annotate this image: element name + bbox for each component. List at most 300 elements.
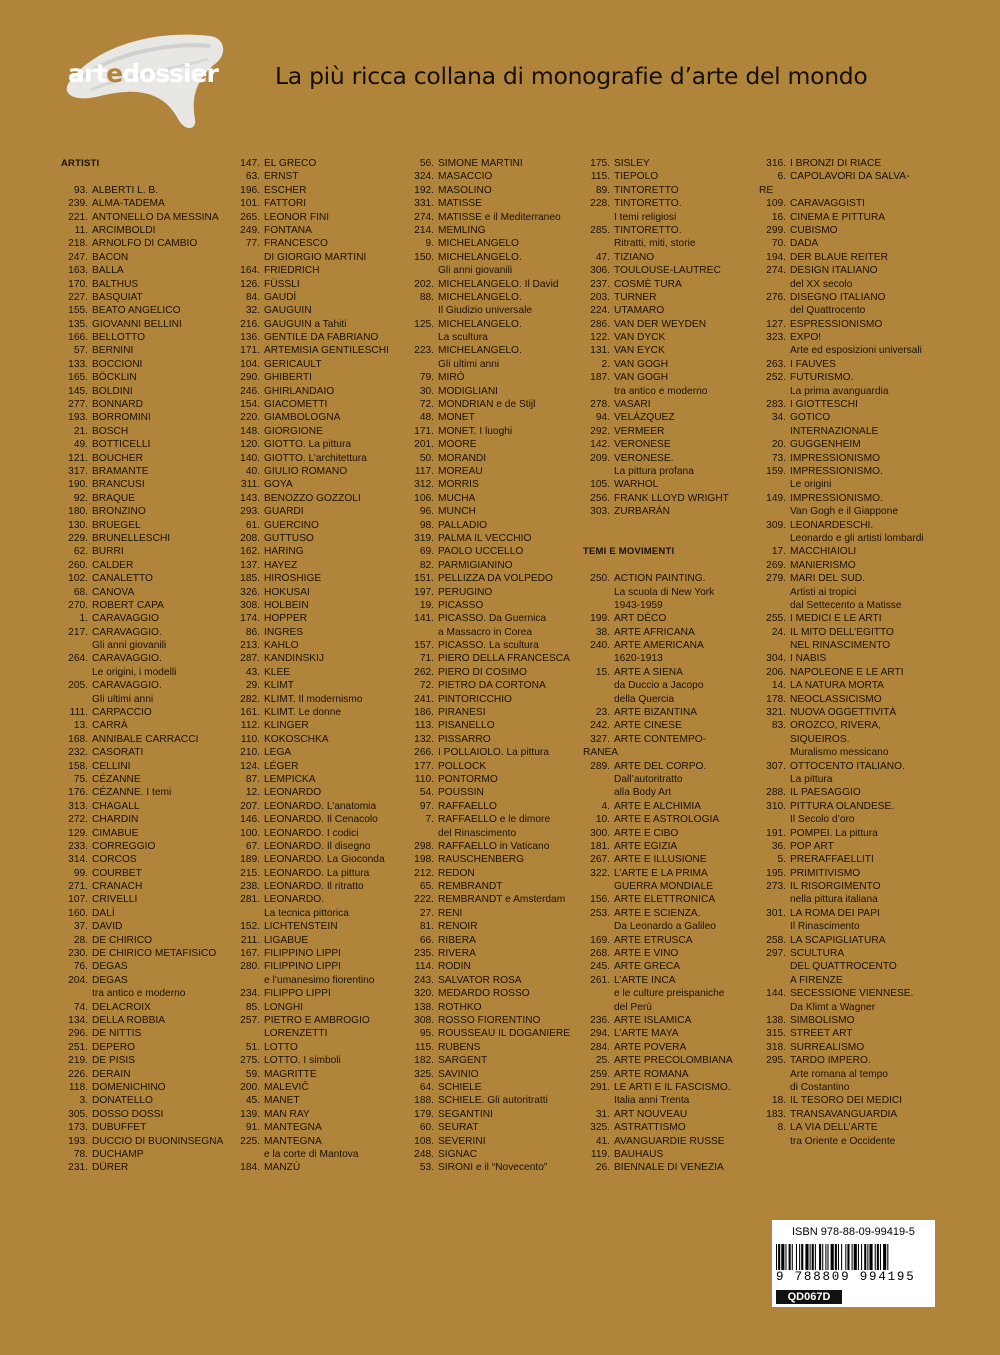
list-item bbox=[61, 331, 231, 344]
list-item bbox=[759, 827, 929, 840]
list-item bbox=[61, 278, 231, 291]
list-item bbox=[61, 371, 231, 384]
item-number: 19. bbox=[419, 599, 434, 611]
item-subtitle-text: La pittura bbox=[790, 773, 833, 785]
list-item bbox=[759, 947, 929, 960]
item-title: RAUSCHENBERG bbox=[438, 854, 525, 866]
spacer bbox=[61, 170, 231, 183]
item-number: 264. bbox=[68, 653, 88, 665]
item-number: 303. bbox=[590, 506, 610, 518]
list-item bbox=[61, 532, 231, 545]
item-number: 139. bbox=[240, 1108, 260, 1120]
item-number: 72. bbox=[419, 680, 434, 692]
item-continuation bbox=[759, 733, 929, 746]
item-title: WARHOL bbox=[614, 479, 659, 491]
barcode-bar bbox=[827, 1244, 828, 1272]
item-subtitle bbox=[583, 987, 753, 1000]
item-title: SEURAT bbox=[438, 1122, 479, 1134]
list-item bbox=[233, 331, 403, 344]
list-item bbox=[759, 264, 929, 277]
section-heading bbox=[583, 545, 753, 558]
list-item bbox=[759, 452, 929, 465]
item-number: 310. bbox=[766, 800, 786, 812]
item-number: 324. bbox=[414, 171, 434, 183]
list-item bbox=[61, 893, 231, 906]
list-item bbox=[759, 224, 929, 237]
item-number: 114. bbox=[414, 961, 434, 973]
list-item bbox=[233, 170, 403, 183]
item-title: DISEGNO ITALIANO bbox=[790, 291, 886, 303]
item-number: 54. bbox=[419, 787, 434, 799]
item-number: 99. bbox=[73, 867, 88, 879]
list-item bbox=[583, 224, 753, 237]
item-title: FILIPPINO LIPPI bbox=[264, 948, 341, 960]
item-title: FATTORI bbox=[264, 198, 307, 210]
item-number: 150. bbox=[414, 251, 434, 263]
item-title: PRIMITIVISMO bbox=[790, 867, 861, 879]
item-number: 162. bbox=[240, 546, 260, 558]
list-item bbox=[233, 639, 403, 652]
list-item bbox=[233, 652, 403, 665]
item-number: 81. bbox=[419, 921, 434, 933]
item-continuation-text: del Quattrocento bbox=[790, 305, 866, 317]
item-number: 229. bbox=[68, 532, 88, 544]
list-item bbox=[583, 1027, 753, 1040]
item-number: 50. bbox=[419, 452, 434, 464]
item-number: 209. bbox=[590, 452, 610, 464]
item-number: 12. bbox=[245, 787, 260, 799]
item-number: 112. bbox=[240, 720, 260, 732]
item-title: LEONARDO. Il Cenacolo bbox=[264, 814, 378, 826]
item-number: 115. bbox=[590, 171, 610, 183]
list-item bbox=[233, 586, 403, 599]
item-number: 45. bbox=[245, 1095, 260, 1107]
item-title: ARTE E SCIENZA. bbox=[614, 907, 701, 919]
item-title: POLLOCK bbox=[438, 760, 487, 772]
list-item bbox=[233, 893, 403, 906]
item-title: POMPEI. La pittura bbox=[790, 827, 878, 839]
list-item bbox=[407, 693, 577, 706]
spacer bbox=[583, 532, 753, 545]
item-title: FONTANA bbox=[264, 224, 312, 236]
list-item bbox=[583, 411, 753, 424]
list-item bbox=[583, 706, 753, 719]
item-number: 210. bbox=[240, 747, 260, 759]
item-number: 284. bbox=[590, 1041, 610, 1053]
item-title: ARTE AFRICANA bbox=[614, 626, 695, 638]
item-continuation-text: INTERNAZIONALE bbox=[790, 425, 879, 437]
item-title: PIERO DELLA FRANCESCA bbox=[438, 653, 570, 665]
list-item bbox=[61, 920, 231, 933]
list-item bbox=[233, 786, 403, 799]
item-title: FRANK LLOYD WRIGHT bbox=[614, 492, 729, 504]
list-item bbox=[233, 1014, 403, 1027]
list-item bbox=[583, 760, 753, 773]
list-item bbox=[61, 599, 231, 612]
item-number: 208. bbox=[240, 532, 260, 544]
list-item bbox=[583, 425, 753, 438]
item-number: 31. bbox=[595, 1108, 610, 1120]
item-number: 101. bbox=[240, 198, 260, 210]
item-number: 213. bbox=[240, 640, 260, 652]
item-number: 131. bbox=[590, 345, 610, 357]
item-title: BURRI bbox=[92, 546, 124, 558]
item-title: BIENNALE DI VENEZIA bbox=[614, 1162, 724, 1174]
item-title: CHAGALL bbox=[92, 800, 140, 812]
item-title: LONGHI bbox=[264, 1001, 304, 1013]
item-number: 73. bbox=[771, 452, 786, 464]
item-title: ARTE CONTEMPO- bbox=[614, 733, 707, 745]
item-number: 67. bbox=[245, 840, 260, 852]
item-continuation bbox=[759, 184, 929, 197]
list-item bbox=[61, 559, 231, 572]
item-number: 312. bbox=[414, 479, 434, 491]
list-item bbox=[233, 867, 403, 880]
item-number: 64. bbox=[419, 1081, 434, 1093]
item-title: DÜRER bbox=[92, 1162, 129, 1174]
list-item bbox=[233, 1161, 403, 1174]
item-title: ANNIBALE CARRACCI bbox=[92, 733, 199, 745]
item-number: 108. bbox=[414, 1135, 434, 1147]
list-item bbox=[61, 907, 231, 920]
item-subtitle-text: Arte ed esposizioni universali bbox=[790, 345, 922, 357]
item-number: 230. bbox=[68, 948, 88, 960]
item-title: CELLINI bbox=[92, 760, 131, 772]
item-subtitle-text: tra antico e moderno bbox=[614, 385, 708, 397]
item-number: 236. bbox=[590, 1015, 610, 1026]
item-title: FUTURISMO. bbox=[790, 372, 854, 384]
list-item bbox=[407, 960, 577, 973]
item-number: 164. bbox=[240, 265, 260, 277]
item-number: 109. bbox=[766, 198, 786, 210]
item-number: 228. bbox=[590, 198, 610, 210]
item-number: 82. bbox=[419, 559, 434, 571]
item-title: MAN RAY bbox=[264, 1108, 310, 1120]
barcode-bar bbox=[781, 1244, 784, 1272]
item-title: RIBERA bbox=[438, 934, 476, 946]
barcode-bar bbox=[867, 1244, 868, 1272]
item-title: ROSSO FIORENTINO bbox=[438, 1015, 541, 1026]
item-number: 293. bbox=[240, 506, 260, 518]
list-item bbox=[233, 719, 403, 732]
item-title: MEDARDO ROSSO bbox=[438, 988, 530, 1000]
item-subtitle bbox=[583, 599, 753, 612]
list-item bbox=[233, 318, 403, 331]
item-title: STREET ART bbox=[790, 1028, 853, 1040]
item-title: BOLDINI bbox=[92, 385, 133, 397]
list-item bbox=[233, 920, 403, 933]
list-item bbox=[583, 505, 753, 518]
item-title: ARNOLFO DI CAMBIO bbox=[92, 238, 198, 250]
item-number: 309. bbox=[766, 519, 786, 531]
list-item bbox=[583, 800, 753, 813]
item-title: PAOLO UCCELLO bbox=[438, 546, 524, 558]
item-title: DEGAS bbox=[92, 961, 128, 973]
item-title: MICHELANGELO. bbox=[438, 318, 522, 330]
item-title: TOULOUSE-LAUTREC bbox=[614, 265, 721, 277]
item-continuation-text: RANEA bbox=[583, 747, 619, 759]
item-title: BAUHAUS bbox=[614, 1148, 664, 1160]
list-item bbox=[233, 1135, 403, 1148]
item-number: 148. bbox=[240, 425, 260, 437]
item-title: DE PISIS bbox=[92, 1055, 136, 1067]
item-title: LA NATURA MORTA bbox=[790, 680, 884, 692]
list-item bbox=[583, 867, 753, 880]
list-item bbox=[233, 679, 403, 692]
list-item bbox=[407, 1135, 577, 1148]
item-title: BENOZZO GOZZOLI bbox=[264, 492, 361, 504]
item-subtitle-text: La prima avanguardia bbox=[790, 385, 889, 397]
item-title: BALTHUS bbox=[92, 278, 139, 290]
item-number: 96. bbox=[419, 506, 434, 518]
item-title: CORREGGIO bbox=[92, 840, 156, 852]
item-number: 173. bbox=[68, 1122, 88, 1134]
item-number: 160. bbox=[68, 907, 88, 919]
item-number: 18. bbox=[771, 1095, 786, 1107]
list-item bbox=[583, 197, 753, 210]
item-subtitle bbox=[233, 974, 403, 987]
item-subtitle bbox=[759, 385, 929, 398]
list-item bbox=[407, 278, 577, 291]
item-number: 225. bbox=[240, 1135, 260, 1147]
list-item bbox=[61, 478, 231, 491]
item-number: 177. bbox=[414, 760, 434, 772]
list-item bbox=[583, 1148, 753, 1161]
item-subtitle-text: 1943-1959 bbox=[614, 599, 663, 611]
item-title: OROZCO, RIVERA, bbox=[790, 720, 882, 732]
item-title: MALEVIČ bbox=[264, 1081, 309, 1093]
item-subtitle-text: del Perù bbox=[614, 1001, 652, 1013]
item-number: 174. bbox=[240, 613, 260, 625]
item-subtitle bbox=[583, 586, 753, 599]
item-number: 119. bbox=[590, 1148, 610, 1160]
item-subtitle bbox=[759, 1068, 929, 1081]
item-continuation-text: GUERRA MONDIALE bbox=[614, 881, 714, 893]
item-title: ARCIMBOLDI bbox=[92, 224, 156, 236]
item-title: GOTICO bbox=[790, 412, 831, 424]
item-title: HIROSHIGE bbox=[264, 573, 322, 585]
item-title: GAUGUIN a Tahiti bbox=[264, 318, 347, 330]
item-title: CÉZANNE. I temi bbox=[92, 787, 172, 799]
item-number: 327. bbox=[590, 733, 610, 745]
item-number: 220. bbox=[240, 412, 260, 424]
list-item bbox=[407, 760, 577, 773]
item-number: 271. bbox=[68, 881, 88, 893]
list-item bbox=[61, 411, 231, 424]
item-subtitle-text: dal Settecento a Matisse bbox=[790, 599, 902, 611]
item-number: 275. bbox=[240, 1055, 260, 1067]
list-item bbox=[233, 733, 403, 746]
list-item bbox=[61, 197, 231, 210]
item-number: 68. bbox=[73, 586, 88, 598]
list-item bbox=[233, 626, 403, 639]
list-item bbox=[233, 773, 403, 786]
list-item bbox=[759, 867, 929, 880]
list-item bbox=[233, 599, 403, 612]
section-heading-text: ARTISTI bbox=[61, 158, 100, 169]
list-item bbox=[759, 652, 929, 665]
item-number: 74. bbox=[73, 1001, 88, 1013]
item-title: MONDRIAN e de Stijl bbox=[438, 399, 536, 411]
list-item bbox=[233, 264, 403, 277]
item-title: ARTE ELETTRONICA bbox=[614, 894, 716, 906]
item-number: 233. bbox=[68, 840, 88, 852]
item-title: REMBRANDT bbox=[438, 881, 503, 893]
item-number: 273. bbox=[766, 881, 786, 893]
item-number: 142. bbox=[590, 439, 610, 451]
item-number: 207. bbox=[240, 800, 260, 812]
item-number: 176. bbox=[68, 787, 88, 799]
barcode-bar bbox=[841, 1244, 842, 1272]
item-title: LOTTO. I simboli bbox=[264, 1055, 341, 1067]
item-title: GIOVANNI BELLINI bbox=[92, 318, 182, 330]
list-item bbox=[759, 318, 929, 331]
item-number: 222. bbox=[414, 894, 434, 906]
item-number: 316. bbox=[766, 158, 786, 169]
item-number: 169. bbox=[590, 934, 610, 946]
item-subtitle bbox=[583, 920, 753, 933]
list-item bbox=[61, 719, 231, 732]
list-item bbox=[583, 478, 753, 491]
item-title: HOLBEIN bbox=[264, 599, 309, 611]
list-item bbox=[759, 411, 929, 424]
list-item bbox=[233, 452, 403, 465]
item-title: PIETRO E AMBROGIO bbox=[264, 1015, 370, 1026]
list-item bbox=[61, 211, 231, 224]
item-number: 161. bbox=[240, 707, 260, 719]
item-continuation bbox=[233, 251, 403, 264]
item-number: 277. bbox=[68, 399, 88, 411]
item-number: 199. bbox=[590, 613, 610, 625]
item-number: 138. bbox=[414, 1001, 434, 1013]
list-item bbox=[61, 1135, 231, 1148]
list-item bbox=[233, 184, 403, 197]
item-title: DEGAS bbox=[92, 974, 128, 986]
item-number: 83. bbox=[771, 720, 786, 732]
item-number: 120. bbox=[240, 439, 260, 451]
item-number: 331. bbox=[414, 198, 434, 210]
item-number: 15. bbox=[595, 666, 610, 678]
item-subtitle-text: La tecnica pittorica bbox=[264, 907, 349, 919]
list-item bbox=[61, 760, 231, 773]
item-subtitle bbox=[583, 652, 753, 665]
item-continuation bbox=[759, 278, 929, 291]
list-item bbox=[583, 974, 753, 987]
item-title: BASQUIAT bbox=[92, 291, 143, 303]
item-title: DALÍ bbox=[92, 907, 115, 919]
list-item bbox=[61, 612, 231, 625]
list-item bbox=[407, 773, 577, 786]
item-number: 145. bbox=[68, 385, 88, 397]
item-number: 193. bbox=[68, 412, 88, 424]
item-title: ART DÉCO bbox=[614, 613, 667, 625]
list-item bbox=[407, 452, 577, 465]
list-item bbox=[61, 465, 231, 478]
list-item bbox=[233, 385, 403, 398]
item-number: 190. bbox=[68, 479, 88, 491]
item-number: 87. bbox=[245, 773, 260, 785]
list-item bbox=[233, 1041, 403, 1054]
barcode-bar bbox=[877, 1244, 879, 1272]
item-subtitle bbox=[407, 264, 577, 277]
item-subtitle-text: Leonardo e gli artisti lombardi bbox=[790, 532, 924, 544]
item-title: LIGABUE bbox=[264, 934, 309, 946]
item-title: KANDINSKIJ bbox=[264, 653, 325, 665]
list-item bbox=[583, 1135, 753, 1148]
item-number: 187. bbox=[590, 372, 610, 384]
column-3 bbox=[407, 157, 577, 1175]
item-title: LEGA bbox=[264, 747, 292, 759]
item-title: HAYEZ bbox=[264, 559, 298, 571]
list-item bbox=[407, 706, 577, 719]
item-title: DERAIN bbox=[92, 1068, 131, 1080]
item-number: 286. bbox=[590, 318, 610, 330]
item-subtitle-text: Il Giudizio universale bbox=[438, 305, 532, 317]
barcode-bar bbox=[858, 1244, 859, 1272]
list-item bbox=[407, 1161, 577, 1174]
item-title: KLINGER bbox=[264, 720, 309, 732]
item-subtitle-text: Artisti ai tropici bbox=[790, 586, 857, 598]
list-item bbox=[407, 934, 577, 947]
list-item bbox=[61, 385, 231, 398]
item-number: 326. bbox=[240, 586, 260, 598]
item-number: 106. bbox=[414, 492, 434, 504]
item-title: RENI bbox=[438, 907, 463, 919]
spacer bbox=[583, 519, 753, 532]
item-title: SIRONI e il “Novecento” bbox=[438, 1162, 548, 1174]
item-number: 281. bbox=[240, 894, 260, 906]
item-number: 253. bbox=[590, 907, 610, 919]
item-title: GENTILE DA FABRIANO bbox=[264, 332, 379, 344]
list-item bbox=[583, 1054, 753, 1067]
item-title: MODIGLIANI bbox=[438, 385, 499, 397]
item-title: GIOTTO. L’architettura bbox=[264, 452, 367, 464]
section-heading-text: TEMI E MOVIMENTI bbox=[583, 546, 675, 558]
item-title: TINTORETTO. bbox=[614, 224, 682, 236]
item-subtitle-text: Muralismo messicano bbox=[790, 747, 889, 759]
item-title: GIULIO ROMANO bbox=[264, 465, 348, 477]
item-title: TIEPOLO bbox=[614, 171, 659, 183]
list-item bbox=[759, 679, 929, 692]
item-subtitle-text: da Duccio a Jacopo bbox=[614, 680, 704, 692]
item-number: 100. bbox=[240, 827, 260, 839]
item-continuation bbox=[233, 1027, 403, 1040]
item-number: 224. bbox=[590, 305, 610, 317]
item-number: 308. bbox=[414, 1015, 434, 1026]
item-number: 135. bbox=[68, 318, 88, 330]
list-item bbox=[407, 1014, 577, 1027]
list-item bbox=[233, 947, 403, 960]
item-title: BORROMINI bbox=[92, 412, 151, 424]
list-item bbox=[583, 398, 753, 411]
list-item bbox=[759, 1094, 929, 1107]
item-title: COSMÈ TURA bbox=[614, 278, 682, 290]
item-number: 262. bbox=[414, 666, 434, 678]
list-item bbox=[61, 505, 231, 518]
item-subtitle bbox=[583, 211, 753, 224]
item-continuation bbox=[759, 425, 929, 438]
item-number: 113. bbox=[414, 720, 434, 732]
item-title: MORANDI bbox=[438, 452, 487, 464]
logo-wordmark[interactable] bbox=[68, 59, 218, 88]
item-number: 291. bbox=[590, 1081, 610, 1093]
item-number: 321. bbox=[766, 707, 786, 719]
list-item bbox=[407, 800, 577, 813]
item-title: BERNINI bbox=[92, 345, 134, 357]
item-subtitle bbox=[233, 907, 403, 920]
list-item bbox=[233, 934, 403, 947]
item-title: VERONESE bbox=[614, 439, 671, 451]
